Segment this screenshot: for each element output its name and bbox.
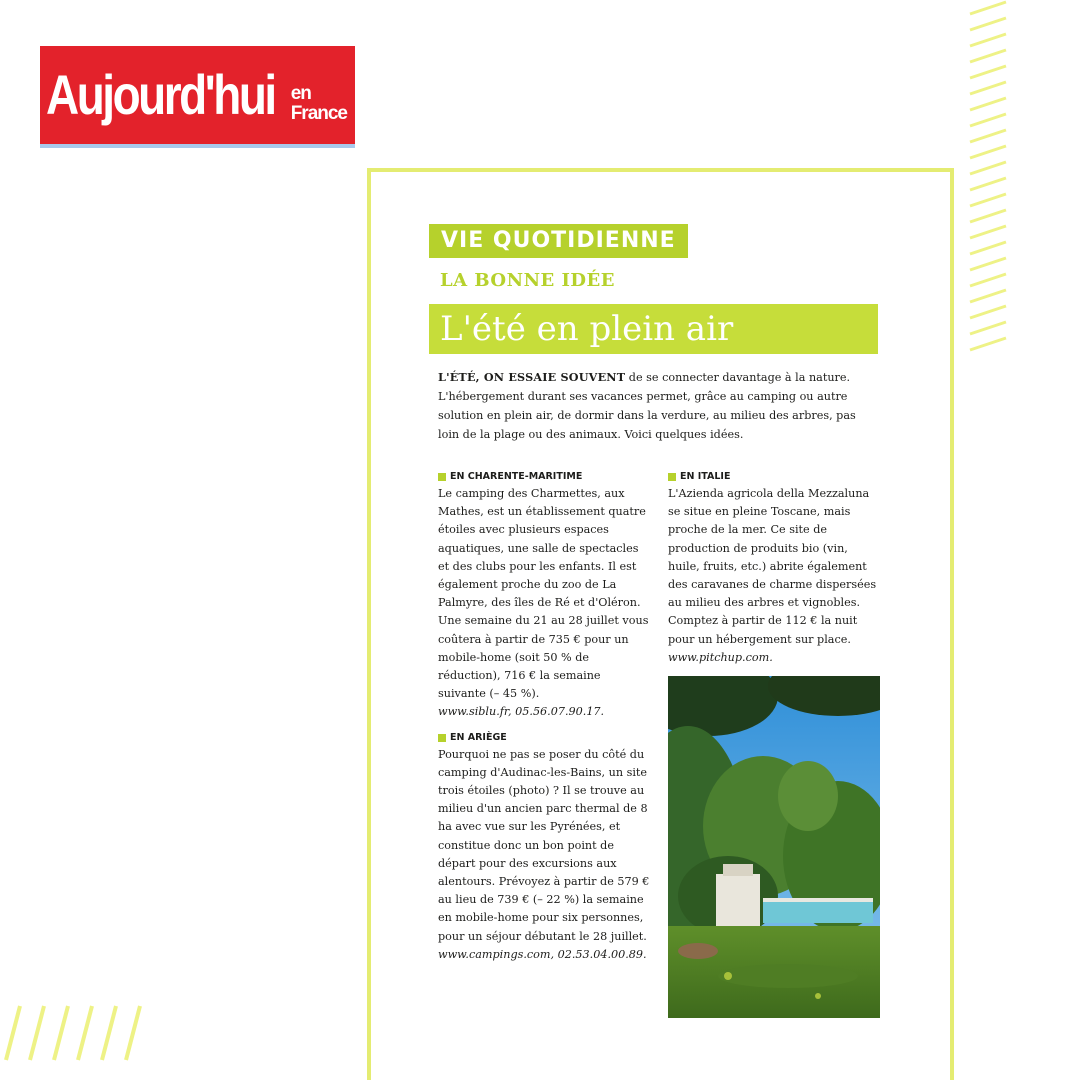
lead-bold-text: L'ÉTÉ, ON ESSAIE SOUVENT <box>438 370 626 384</box>
section-body: L'Azienda agricola della Mezzaluna se situe en pleine Toscane, mais proche de la mer. Ce site de production de produits bio (vin, huile, fruits, etc.) abrite également des caravanes de charme dispersées au milieu des arbres et vignobles. Comptez à partir de 112 € la nuit pour un hébergement sur place. <box>668 487 877 646</box>
section-contact: www.campings.com, 02.53.04.00.89. <box>438 947 647 961</box>
section-body: Pourquoi ne pas se poser du côté du camping d'Audinac-les-Bains, un site trois étoiles (photo) ? Il se trouve au milieu d'un ancien parc thermal de 8 ha avec vue sur les Pyrénées, et constitue donc un bon point de départ pour des excursions aux alentours. Prévoyez à partir de 579 € au lieu de 739 € (– 22 %) la semaine en mobile-home pour six personnes, pour un séjour débutant le 28 juillet. <box>438 747 650 943</box>
section-ariege <box>438 730 650 964</box>
headline: L'été en plein air <box>440 309 734 349</box>
left-column <box>438 469 650 964</box>
logo-sub-text <box>291 84 347 124</box>
green-square-icon <box>438 734 446 742</box>
decorative-stripes-bottom-left <box>0 1000 150 1064</box>
decorative-stripes-top-right <box>968 0 1008 365</box>
newspaper-logo <box>40 46 355 148</box>
section-heading-text: EN CHARENTE-MARITIME <box>450 471 583 482</box>
section-heading-text: EN ITALIE <box>680 471 731 482</box>
right-column <box>668 469 880 667</box>
rubric-label: VIE QUOTIDIENNE <box>429 224 688 258</box>
green-square-icon <box>668 473 676 481</box>
section-contact: www.siblu.fr, 05.56.07.90.17. <box>438 705 605 719</box>
campsite-photo <box>668 676 880 1018</box>
section-charente-maritime <box>438 469 650 722</box>
section-contact: www.pitchup.com. <box>668 650 773 664</box>
section-heading <box>668 469 880 485</box>
lead-paragraph <box>438 368 868 444</box>
section-body: Le camping des Charmettes, aux Mathes, est un établissement quatre étoiles avec plusieurs espaces aquatiques, une salle de spectacles et des clubs pour les enfants. Il est également proche du zoo de La Palmyre, des îles de Ré et d'Oléron. Une semaine du 21 au 28 juillet vous coûtera à partir de 735 € pour un mobile-home (soit 50 % de réduction), 716 € la semaine suivante (– 45 %). <box>438 487 649 701</box>
kicker-label: LA BONNE IDÉE <box>440 270 615 291</box>
logo-sub-line-1: en <box>290 83 311 104</box>
section-italie <box>668 469 880 667</box>
lead-text: de se connecter davantage à la nature. L'hébergement durant ses vacances permet, grâce au camping ou autre solution en plein air, de dormir dans la verdure, au milieu des arbres, pas loin de la plage ou des animaux. Voici quelques idées. <box>438 371 856 441</box>
logo-sub-line-2: France <box>290 103 347 124</box>
logo-main-text: Aujourd'hui <box>46 63 275 126</box>
section-heading-text: EN ARIÈGE <box>450 731 507 743</box>
green-square-icon <box>438 473 446 481</box>
section-heading <box>438 469 650 485</box>
section-heading <box>438 730 650 746</box>
